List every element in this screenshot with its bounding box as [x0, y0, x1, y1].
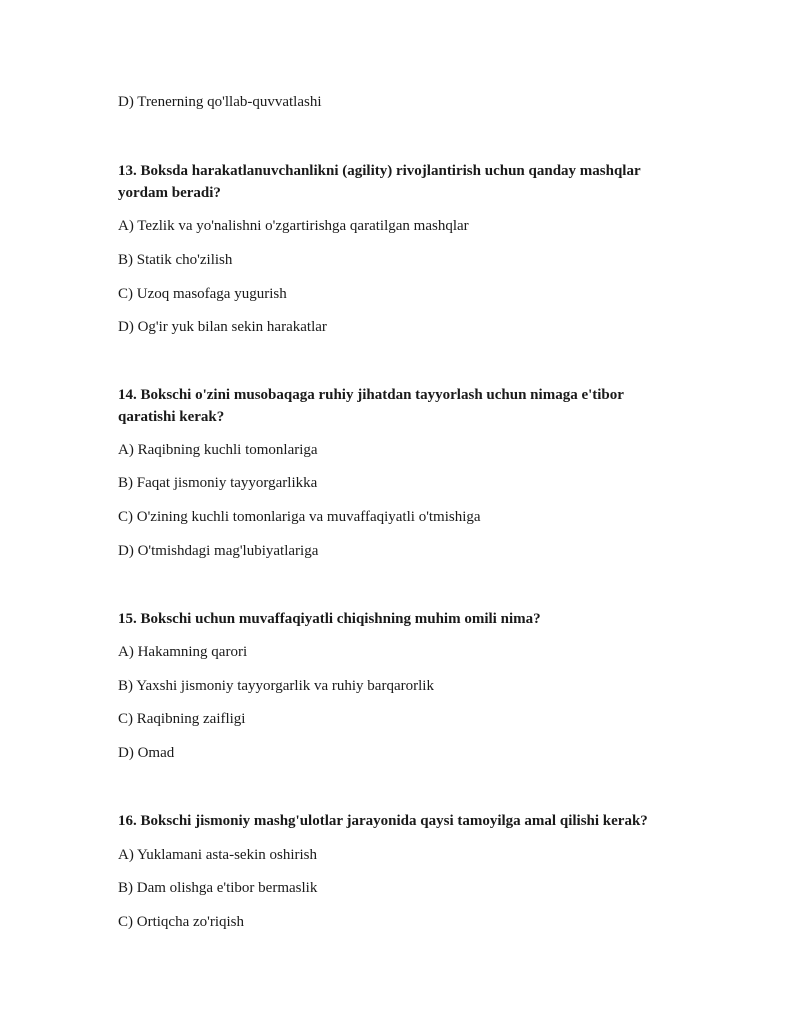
question-14-option-a: A) Raqibning kuchli tomonlariga — [118, 442, 318, 458]
question-13-option-c: C) Uzoq masofaga yugurish — [118, 286, 287, 302]
question-14: 14. Bokschi o'zini musobaqaga ruhiy jihatdan tayyorlash uchun nimaga e'tibor qaratishi kerak? — [118, 387, 624, 425]
question-13-option-a: A) Tezlik va yo'nalishni o'zgartirishga qaratilgan mashqlar — [118, 218, 469, 234]
question-14-option-c: C) O'zining kuchli tomonlariga va muvaffaqiyatli o'tmishiga — [118, 509, 481, 525]
question-13: 13. Boksda harakatlanuvchanlikni (agility) rivojlantirish uchun qanday mashqlar yordam beradi? — [118, 163, 641, 201]
question-13-option-b: B) Statik cho'zilish — [118, 252, 233, 268]
question-13-option-d: D) Og'ir yuk bilan sekin harakatlar — [118, 319, 327, 335]
question-15-option-a: A) Hakamning qarori — [118, 644, 248, 660]
question-16-option-a: A) Yuklamani asta-sekin oshirish — [118, 847, 317, 863]
question-16: 16. Bokschi jismoniy mashg'ulotlar jarayonida qaysi tamoyilga amal qilishi kerak? — [118, 813, 648, 829]
question-14-option-d: D) O'tmishdagi mag'lubiyatlariga — [118, 543, 319, 559]
question-15-option-d: D) Omad — [118, 745, 175, 761]
question-15-option-c: C) Raqibning zaifligi — [118, 711, 246, 727]
question-15: 15. Bokschi uchun muvaffaqiyatli chiqishning muhim omili nima? — [118, 611, 541, 627]
question-15-option-b: B) Yaxshi jismoniy tayyorgarlik va ruhiy barqarorlik — [118, 678, 434, 694]
option-d-previous: D) Trenerning qo'llab-quvvatlashi — [118, 94, 322, 110]
question-16-option-c: C) Ortiqcha zo'riqish — [118, 914, 245, 930]
question-14-option-b: B) Faqat jismoniy tayyorgarlikka — [118, 475, 318, 491]
question-16-option-b: B) Dam olishga e'tibor bermaslik — [118, 880, 318, 896]
